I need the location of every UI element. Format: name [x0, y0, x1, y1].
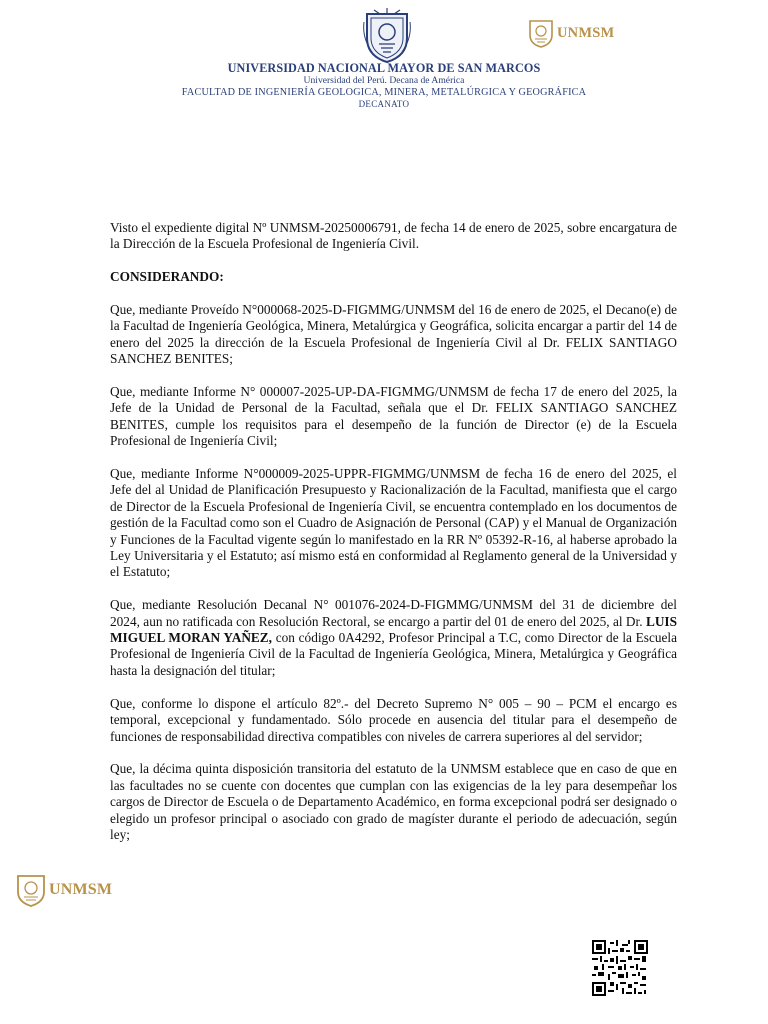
paragraph-1: Que, mediante Proveído N°000068-2025-D-FIGMMG/UNMSM del 16 de enero de 2025, el Decano(e) de la Facultad de Ingeniería Geológica, Minera, Metalúrgica y Geográfica, solicita encargar a partir del 14 de enero del 2025 la dirección de la Escuela Profesional de Ingeniería Civil al Dr. FELIX SANTIAGO SANCHEZ BENITES;: [110, 302, 677, 367]
document-header: [0, 61, 768, 110]
paragraph-5: Que, conforme lo dispone el artículo 82º.- del Decreto Supremo N° 005 – 90 – PCM el encargo es temporal, excepcional y fundamentado. Sólo procede en ausencia del titular para el desempeño de funciones de responsabilidad directiva compatibles con niveles de carrera superiores al del servidor;: [110, 695, 677, 744]
paragraph-4-start: Que, mediante Resolución Decanal N° 001076-2024-D-FIGMMG/UNMSM del 31 de diciembre del 2024, aun no ratificada con Resolución Rectoral, se encargo a partir del 01 de enero del 2025, al Dr.: [110, 597, 677, 629]
university-crest: [362, 8, 412, 64]
paragraph-6: Que, la décima quinta disposición transitoria del estatuto de la UNMSM establece que en caso de que en las facultades no se cuente con docentes que cumplan con las exigencias de la ley para desempeñar los cargos de Director de Escuela o de Departamento Académico, en forma excepcional podrá ser designado o elegido un profesor principal o asociado con grado de magíster durante el periodo de adecuación, según ley;: [110, 761, 677, 842]
paragraph-4-end: con código 0A4292, Profesor Principal a T.C, como Director de la Escuela Profesional de Ingeniería Civil de la Facultad de Ingeniería Geológica, Minera, Metalúrgica y Geográfica hasta la designación del titular;: [110, 630, 678, 678]
office-name: DECANATO: [358, 99, 410, 109]
qr-code: [592, 940, 648, 996]
seal-icon: [16, 873, 46, 907]
section-heading: CONSIDERANDO:: [110, 269, 224, 285]
paragraph-3: Que, mediante Informe N°000009-2025-UPPR-FIGMMG/UNMSM de fecha 16 de enero del 2025, el Jefe del al Unidad de Planificación Presupuesto y Racionalización de la Facultad, manifiesta que el cargo de Director de la Escuela Profesional de Ingeniería Civil, se encuentra contemplado en los documentos de gestión de la Facultad como son el Cuadro de Asignación de Personal (CAP) y el Manual de Organización y Funciones de la Facultad vigente según lo manifestado en la RR Nº 05392-R-16, al haberse aprobado la Ley Universitaria y el Estatuto; así mismo está en conformidad al Reglamento general de la Universidad y el Estatuto;: [110, 466, 677, 580]
faculty-name: FACULTAD DE INGENIERÍA GEOLOGICA, MINERA, METALÚRGICA Y GEOGRÁFICA: [181, 87, 587, 98]
director-name: LUIS MIGUEL MORAN YAÑEZ,: [110, 613, 677, 646]
intro-paragraph: Visto el expediente digital Nº UNMSM-20250006791, de fecha 14 de enero de 2025, sobre encargatura de la Dirección de la Escuela Profesional de Ingeniería Civil.: [110, 220, 677, 252]
unmsm-side-logo: [16, 873, 112, 907]
side-logo-text: UNMSM: [49, 881, 113, 898]
paragraph-4: [110, 597, 677, 679]
document-body: [110, 220, 677, 843]
paragraph-2: Que, mediante Informe N° 000007-2025-UP-DA-FIGMMG/UNMSM de fecha 17 de enero del 2025, la Jefe de la Unidad de Personal de la Facultad, señala que el Dr. FELIX SANTIAGO SANCHEZ BENITES, cumple los requisitos para el desempeño de la función de Director (e) de la Escuela Profesional de Ingeniería Civil;: [110, 384, 677, 449]
university-name: UNIVERSIDAD NACIONAL MAYOR DE SAN MARCOS: [227, 61, 541, 75]
unmsm-logo: [528, 18, 614, 48]
seal-icon: [528, 18, 554, 48]
university-subtitle: Universidad del Perú. Decana de América: [303, 75, 465, 86]
logo-text: UNMSM: [557, 24, 615, 41]
